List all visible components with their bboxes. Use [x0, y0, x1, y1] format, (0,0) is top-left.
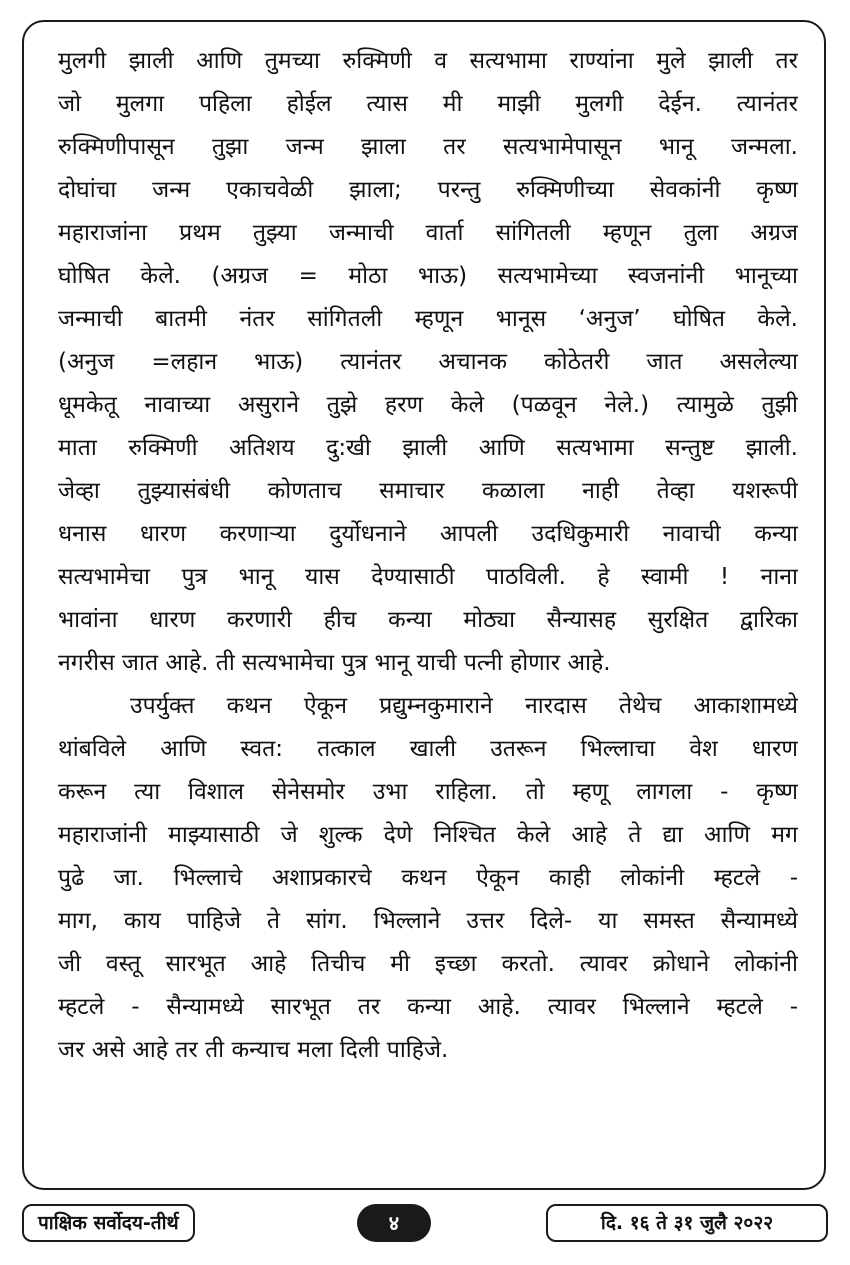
body-line: मुलगी झाली आणि तुमच्या रुक्मिणी व सत्यभामा राण्यांना मुले झाली तर — [58, 48, 798, 74]
body-line: माता रुक्मिणी अतिशय दु:खी झाली आणि सत्यभामा सन्तुष्ट झाली. — [58, 435, 798, 461]
issue-date: दि. १६ ते ३१ जुलै २०२२ — [546, 1204, 828, 1242]
body-line: जन्माची बातमी नंतर सांगितली म्हणून भानूस ‘अनुज’ घोषित केले. — [58, 306, 798, 332]
body-line: जी वस्तू सारभूत आहे तिचीच मी इच्छा करतो. त्यावर क्रोधाने लोकांनी — [58, 951, 798, 977]
body-line: घोषित केले. (अग्रज = मोठा भाऊ) सत्यभामेच्या स्वजनांनी भानूच्या — [58, 263, 798, 289]
body-line: उपर्युक्त कथन ऐकून प्रद्युम्नकुमाराने नारदास तेथेच आकाशामध्ये — [130, 693, 798, 719]
body-line: जेव्हा तुझ्यासंबंधी कोणताच समाचार कळाला नाही तेव्हा यशरूपी — [58, 478, 798, 504]
body-line: पुढे जा. भिल्लाचे अशाप्रकारचे कथन ऐकून काही लोकांनी म्हटले - — [58, 865, 798, 891]
body-line: माग, काय पाहिजे ते सांग. भिल्लाने उत्तर दिले- या समस्त सैन्यामध्ये — [58, 908, 798, 934]
publication-name: पाक्षिक सर्वोदय-तीर्थ — [22, 1204, 195, 1242]
body-line: महाराजांनी माझ्यासाठी जे शुल्क देणे निश्चित केले आहे ते द्या आणि मग — [58, 822, 798, 848]
body-line: जो मुलगा पहिला होईल त्यास मी माझी मुलगी देईन. त्यानंतर — [58, 91, 798, 117]
body-line: करून त्या विशाल सेनेसमोर उभा राहिला. तो म्हणू लागला - कृष्ण — [58, 779, 798, 805]
body-line: रुक्मिणीपासून तुझा जन्म झाला तर सत्यभामेपासून भानू जन्मला. — [58, 134, 798, 160]
body-line: जर असे आहे तर ती कन्याच मला दिली पाहिजे. — [58, 1037, 449, 1063]
page-number: ४ — [357, 1204, 431, 1242]
body-line: भावांना धारण करणारी हीच कन्या मोठ्या सैन्यासह सुरक्षित द्वारिका — [58, 607, 798, 633]
body-line: नगरीस जात आहे. ती सत्यभामेचा पुत्र भानू याची पत्नी होणार आहे. — [58, 650, 611, 676]
body-line: महाराजांना प्रथम तुझ्या जन्माची वार्ता सांगितली म्हणून तुला अग्रज — [58, 220, 798, 246]
body-line: म्हटले - सैन्यामध्ये सारभूत तर कन्या आहे. त्यावर भिल्लाने म्हटले - — [58, 994, 798, 1020]
body-line: दोघांचा जन्म एकाचवेळी झाला; परन्तु रुक्मिणीच्या सेवकांनी कृष्ण — [58, 177, 798, 203]
body-text — [58, 40, 798, 1072]
body-line: धूमकेतू नावाच्या असुराने तुझे हरण केले (पळवून नेले.) त्यामुळे तुझी — [58, 392, 798, 418]
body-line: थांबविले आणि स्वत: तत्काल खाली उतरून भिल्लाचा वेश धारण — [58, 736, 798, 762]
body-line: (अनुज =लहान भाऊ) त्यानंतर अचानक कोठेतरी जात असलेल्या — [58, 349, 798, 375]
body-line: सत्यभामेचा पुत्र भानू यास देण्यासाठी पाठविली. हे स्वामी ! नाना — [58, 564, 798, 590]
body-line: धनास धारण करणाऱ्या दुर्योधनाने आपली उदधिकुमारी नावाची कन्या — [58, 521, 798, 547]
